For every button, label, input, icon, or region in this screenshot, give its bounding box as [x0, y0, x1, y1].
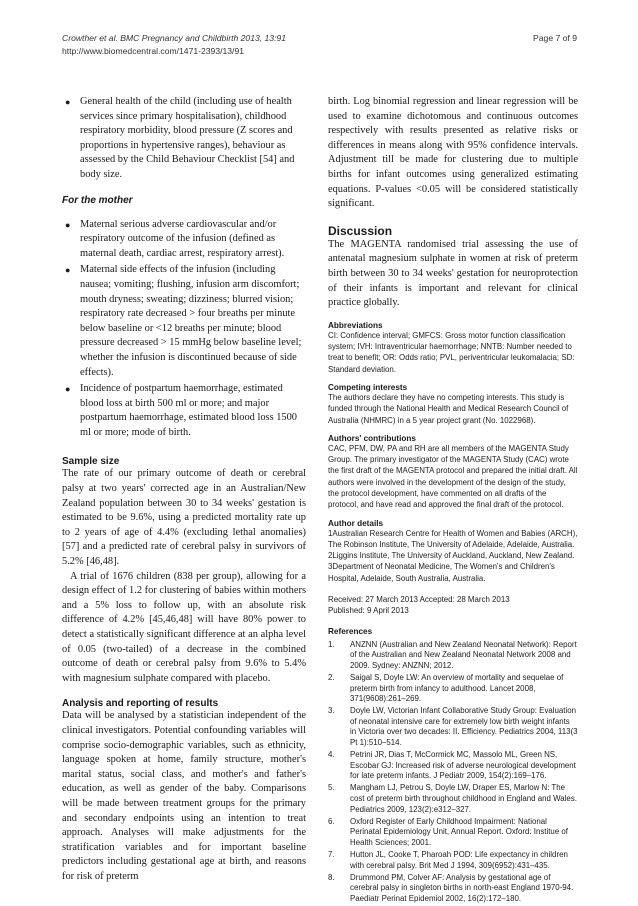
author-details-heading: Author details [328, 518, 384, 528]
list-item: ● Incidence of postpartum haemorrhage, estimated blood loss at birth 500 ml or more; and major postpartum haemorrhage, estimated blood loss 1500 ml or more; mode of birth. [65, 383, 298, 438]
published-date: Published: 9 April 2013 [328, 606, 409, 616]
discussion-paragraph: The MAGENTA randomised trial assessing the use of antenatal magnesium sulphate in women at risk of preterm birth between 30 to 34 weeks' gestation for neuroprotection of their infants is important and relevant for clinical practice globally. [328, 238, 578, 309]
reference-item: 6. Oxford Register of Early Childhood Impairment: National Perinatal Epidemiology Unit, Annual Report. Oxford: Institue of Health Sciences; 2001. [328, 816, 568, 847]
competing-interests-heading: Competing interests [328, 382, 408, 392]
reference-item: 8. Drummond PM, Colver AF: Analysis by gestational age of cerebral palsy in singleton births in north-east England 1970-94. Paediatr Perinat Epidemiol 2002, 16(2):172–180. [328, 872, 574, 903]
bullet-icon: ● [65, 384, 71, 395]
child-outcomes-list [62, 95, 306, 183]
abbreviations-heading: Abbreviations [328, 320, 383, 330]
references-heading: References [328, 626, 373, 636]
running-header-url[interactable]: http://www.biomedcentral.com/1471-2393/13/91 [62, 46, 245, 56]
mother-outcomes-list [62, 218, 306, 441]
reference-item: 1. ANZNN (Australian and New Zealand Neonatal Network): Report of the Australian and New Zealand Neonatal Network 2008 and 2009. Sydney: ANZNN; 2012. [328, 639, 577, 670]
bullet-icon: ● [65, 97, 71, 107]
list-item: ● General health of the child (including use of health services since primary hospitalisation), childhood respiratory morbidity, blood pressure (Z scores and proportions in hypertensive ranges), behaviour as assessed by the Child Behaviour Checklist [54] and body size. [65, 96, 295, 180]
left-column [62, 95, 306, 885]
bullet-icon: ● [65, 219, 71, 230]
page-number: Page 7 of 9 [533, 33, 577, 43]
analysis-continued-paragraph: birth. Log binomial regression and linear regression will be used to examine dichotomous and continuous outcomes respectively with results presented as relative risks or differences in means along with 95% confidence intervals. Adjustment till be made for clustering due to multiple births for infant outcomes using generalized estimating equations. P-values <0.05 will be considered statistically significant. [328, 96, 578, 210]
authors-contributions-heading: Authors' contributions [328, 433, 416, 443]
for-mother-heading: For the mother [62, 194, 133, 206]
sample-size-heading: Sample size [62, 456, 120, 468]
reference-item: 3. Doyle LW, Victorian Infant Collaborative Study Group: Evaluation of neonatal intensive care for extremely low birth weight infants in Victoria over two decades: II. Efficiency. Pediatrics 2004, 113(3 Pt 1):510–514. [328, 706, 578, 747]
sample-size-paragraph-1: The rate of our primary outcome of death or cerebral palsy at two years' corrected age in an Australian/New Zealand population between 30 to 34 weeks' gestation is estimated to be 9.6%, using a predicted mortality rate up to 2 years of age of 4.4% (excluding lethal anomalies) [57] and a predicted rate of cerebral palsy in survivors of 5.2% [46,48]. [62, 468, 306, 568]
analysis-heading: Analysis and reporting of results [62, 698, 219, 710]
reference-item: 4. Petrini JR, Dias T, McCormick MC, Massolo ML, Green NS, Escobar GJ: Increased risk of adverse neurological development for late preterm infants. J Pediatr 2009, 154(2):169–176. [328, 750, 576, 781]
bullet-icon: ● [65, 265, 71, 276]
authors-contributions-text: CAC, PFM, DW, PA and RH are all members of the MAGENTA Study Group. The primary investigator of the MAGENTA Study (CAC) wrote the first draft of the MAGENTA protocol and prepared the initial draft. All authors were involved in the development of the design of the study, the protocol development, have commented on all drafts of the protocol, and have read and approved the final draft of the protocol. [328, 443, 578, 510]
received-accepted-dates: Received: 27 March 2013 Accepted: 28 March 2013 [328, 595, 510, 605]
sample-size-paragraph-2: A trial of 1676 children (838 per group), allowing for a design effect of 1.2 for clustering of babies within mothers and a 5% loss to follow up, with an absolute risk difference of 4.2% [45,46,48] will have 80% power to detect a statistically significant difference at an alpha level of 0.05 (two-tailed) of a decrease in the combined outcome of death or cerebral palsy from 9.6% to 5.4% with magnesium sulphate compared with placebo. [62, 570, 306, 684]
right-column [328, 95, 578, 906]
references-list [328, 640, 578, 905]
reference-item: 5. Mangham LJ, Petrou S, Doyle LW, Draper ES, Marlow N: The cost of preterm birth throughout childhood in England and Wales. Pediatrics 2009, 123(2):e312–327. [328, 783, 577, 814]
running-header-citation: Crowther et al. BMC Pregnancy and Childbirth 2013, 13:91 [62, 33, 287, 43]
list-item: ● Maternal side effects of the infusion (including nausea; vomiting; flushing, infusion arm discomfort; mouth dryness; sweating; dizziness; blurred vision; respiratory rate decreased > four breaths per minute below baseline or <12 breaths per minute; blood pressure decreased > 15 mmHg below baseline level; whether the infusion is discontinued because of side effects). [65, 264, 302, 378]
analysis-paragraph: Data will be analysed by a statistician independent of the clinical investigators. Potential confounding variables will comprise socio-demographic variables, such as ethnicity, language spoken at home, family structure, mother's marital status, social class, and mother's and father's education, as well as gender of the baby. Comparisons will be made between treatment groups for the primary and secondary endpoints using an intention to treat approach. Analyses will make adjustments for the stratification variables and for important baseline predictors including gestational age at birth, and reasons for risk of preterm [62, 710, 306, 882]
discussion-heading: Discussion [328, 223, 393, 238]
abbreviations-text: CI: Confidence interval; GMFCS: Gross motor function classification system; IVH: Intraventricular haemorrhage; NNTB: Number needed to treat to benefit; OR: Odds ratio; PVL, periventricular leukomalacia; SD: Standard deviation. [328, 330, 575, 374]
author-details-text: 1Australian Research Centre for Health of Women and Babies (ARCH), The Robinson Institute, The University of Adelaide, Adelaide, Australia. 2Liggins Institute, The University of Auckland, Auckland, New Zealand. 3Department of Neonatal Medicine, The Women's and Children's Hospital, Adelaide, South Australia, Australia. [328, 528, 578, 583]
competing-interests-text: The authors declare they have no competing interests. This study is funded through the National Health and Medical Research Council of Australia (NHMRC) in a 5 year project grant (No. 1022968). [328, 392, 569, 425]
reference-item: 7. Hutton JL, Cooke T, Pharoah POD: Life expectancy in children with cerebral palsy. Brit Med J 1994, 309(6952):431–435. [328, 849, 568, 870]
list-item: ● Maternal serious adverse cardiovascular and/or respiratory outcome of the infusion (defined as maternal death, cardiac arrest, respiratory arrest). [65, 218, 285, 259]
reference-item: 2. Saigal S, Doyle LW: An overview of mortality and sequelae of preterm birth from infancy to adulthood. Lancet 2008, 371(9608):261–269. [328, 672, 564, 704]
